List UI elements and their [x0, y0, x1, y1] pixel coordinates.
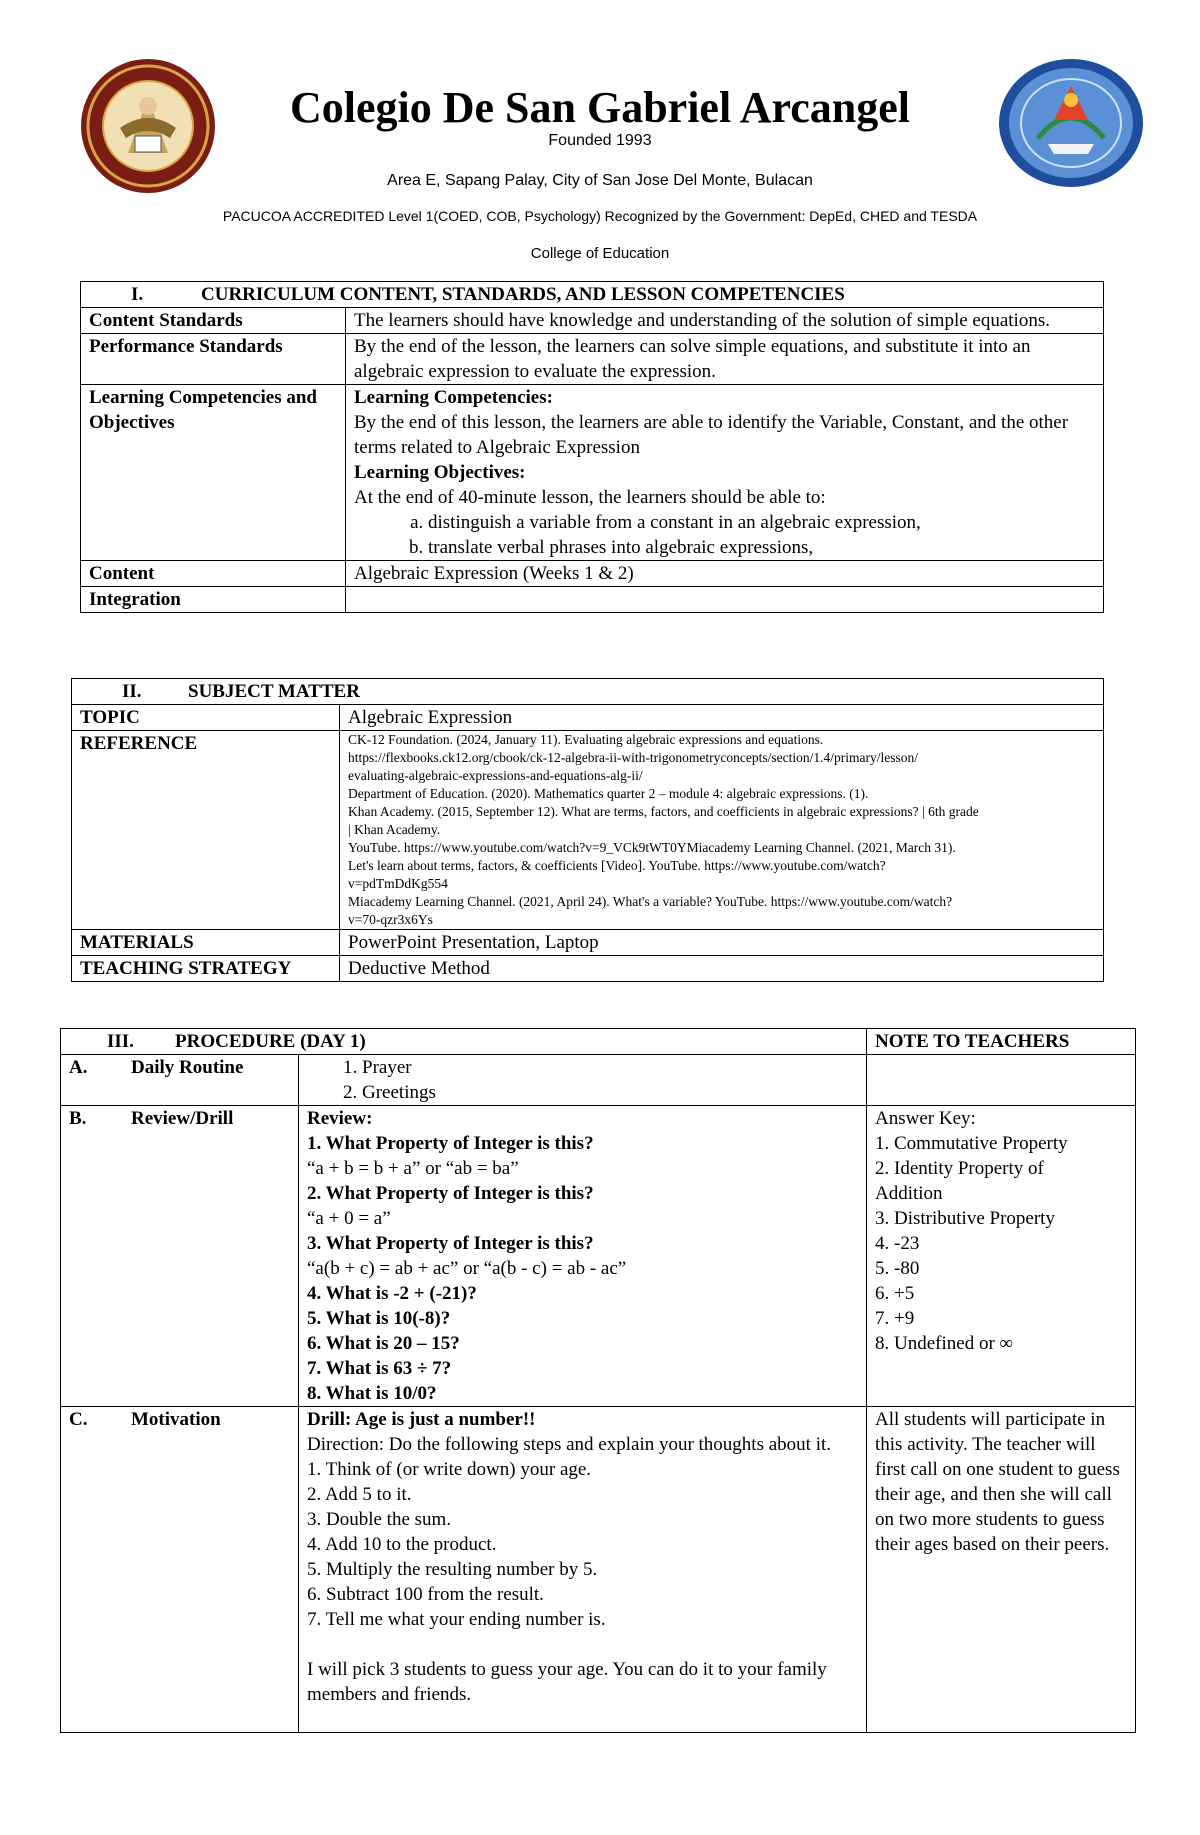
- row-value: [299, 1407, 867, 1733]
- objectives-heading: Learning Objectives:: [354, 462, 526, 483]
- review-expression: “a(b + c) = ab + ac” or “a(b - c) = ab - ac”: [307, 1258, 627, 1279]
- list-item: b. translate verbal phrases into algebraic expressions,: [428, 535, 1095, 560]
- row-value: [346, 587, 1104, 613]
- answer-line: 1. Commutative Property: [875, 1133, 1068, 1154]
- reference-list: [340, 731, 1104, 930]
- spacer: [307, 1632, 858, 1657]
- row-value: [346, 385, 1104, 561]
- review-expression: “a + b = b + a” or “ab = ba”: [307, 1158, 519, 1179]
- review-question: 3. What Property of Integer is this?: [307, 1233, 594, 1254]
- content-standards-row: [81, 308, 1104, 334]
- reference-row: [72, 731, 1104, 930]
- subject-matter-table: [71, 678, 1104, 982]
- reference-line: https://flexbooks.ck12.org/cbook/ck-12-algebra-ii-with-trigonometryconcepts/section/1.4/primary/lesson/: [348, 750, 918, 765]
- section-number: I.: [131, 284, 144, 305]
- procedure-table: [60, 1028, 1136, 1733]
- review-question: 8. What is 10/0?: [307, 1383, 437, 1404]
- answer-line: 4. -23: [875, 1233, 920, 1254]
- review-question: 1. What Property of Integer is this?: [307, 1133, 594, 1154]
- drill-step: 2. Add 5 to it.: [307, 1484, 412, 1505]
- reference-line: v=pdTmDdKg554: [348, 876, 448, 891]
- reference-line: Department of Education. (2020). Mathematics quarter 2 – module 4: algebraic expressions. (1).: [348, 786, 869, 801]
- note-column-header: NOTE TO TEACHERS: [867, 1029, 1136, 1055]
- drill-step: 3. Double the sum.: [307, 1509, 452, 1530]
- objectives-list: [354, 510, 1095, 560]
- row-value: By the end of the lesson, the learners can solve simple equations, and substitute it into an algebraic expression to evaluate the expression.: [346, 334, 1104, 385]
- section-title: PROCEDURE (DAY 1): [175, 1031, 366, 1052]
- answer-line: Addition: [875, 1183, 943, 1204]
- row-label: [61, 1407, 299, 1733]
- row-label: TOPIC: [72, 705, 340, 731]
- reference-line: v=70-qzr3x6Ys: [348, 912, 433, 927]
- reference-line: evaluating-algebraic-expressions-and-equations-alg-ii/: [348, 768, 643, 783]
- drill-step: 6. Subtract 100 from the result.: [307, 1584, 544, 1605]
- drill-direction: Direction: Do the following steps and explain your thoughts about it.: [307, 1434, 832, 1455]
- row-value: [299, 1055, 867, 1106]
- answer-line: 8. Undefined or ∞: [875, 1333, 1014, 1354]
- teaching-strategy-row: [72, 956, 1104, 982]
- materials-row: [72, 930, 1104, 956]
- review-drill-row: [61, 1106, 1136, 1407]
- accreditation-text: PACUCOA ACCREDITED Level 1(COED, COB, Psychology) Recognized by the Government: DepEd, CHED and TESDA: [222, 208, 978, 224]
- section-title: SUBJECT MATTER: [188, 681, 360, 702]
- curriculum-table: [80, 281, 1104, 613]
- review-heading: Review:: [307, 1108, 373, 1129]
- row-label: Performance Standards: [81, 334, 346, 385]
- row-value: Algebraic Expression (Weeks 1 & 2): [346, 561, 1104, 587]
- list-item: a. distinguish a variable from a constant in an algebraic expression,: [428, 510, 1095, 535]
- reference-line: YouTube. https://www.youtube.com/watch?v=9_VCk9tWT0YMiacademy Learning Channel. (2021, March 31).: [348, 840, 956, 855]
- competencies-row: [81, 385, 1104, 561]
- founded-text: Founded 1993: [548, 132, 652, 149]
- reference-line: Miacademy Learning Channel. (2021, April 24). What's a variable? YouTube. https://www.youtube.com/watch?: [348, 894, 953, 909]
- row-label: Content Standards: [81, 308, 346, 334]
- reference-line: | Khan Academy.: [348, 822, 441, 837]
- list-item: 1. Prayer: [362, 1055, 858, 1080]
- row-value: Algebraic Expression: [340, 705, 1104, 731]
- row-value: The learners should have knowledge and understanding of the solution of simple equations.: [346, 308, 1104, 334]
- drill-step: 4. Add 10 to the product.: [307, 1534, 497, 1555]
- review-expression: “a + 0 = a”: [307, 1208, 391, 1229]
- document-header: [0, 0, 1200, 270]
- review-question: 5. What is 10(-8)?: [307, 1308, 451, 1329]
- answer-line: 3. Distributive Property: [875, 1208, 1055, 1229]
- subject-matter-header-row: [72, 679, 1104, 705]
- row-label: MATERIALS: [72, 930, 340, 956]
- objectives-intro: At the end of 40-minute lesson, the learners should be able to:: [354, 487, 826, 508]
- answer-line: 7. +9: [875, 1308, 915, 1329]
- row-label: Integration: [81, 587, 346, 613]
- answer-line: 2. Identity Property of: [875, 1158, 1044, 1179]
- routine-list: [307, 1055, 858, 1105]
- row-letter: A.: [69, 1057, 88, 1078]
- review-question: 7. What is 63 ÷ 7?: [307, 1358, 452, 1379]
- row-note: All students will participate in this activity. The teacher will first call on one student to guess their age, and then she will call on two more students to guess their ages based on their peers.: [867, 1407, 1136, 1733]
- row-value: [299, 1106, 867, 1407]
- drill-step: 1. Think of (or write down) your age.: [307, 1459, 592, 1480]
- row-title: Daily Routine: [131, 1057, 244, 1078]
- row-label: Learning Competencies and Objectives: [81, 385, 346, 561]
- answer-line: 6. +5: [875, 1283, 915, 1304]
- section-number: III.: [107, 1031, 134, 1052]
- reference-line: Let's learn about terms, factors, & coefficients [Video]. YouTube. https://www.youtube.com/watch?: [348, 858, 886, 873]
- row-letter: B.: [69, 1108, 87, 1129]
- review-question: 4. What is -2 + (-21)?: [307, 1283, 477, 1304]
- competencies-text: By the end of this lesson, the learners are able to identify the Variable, Constant, and the other terms related to Algebraic Expression: [354, 412, 1069, 458]
- address-text: Area E, Sapang Palay, City of San Jose Del Monte, Bulacan: [387, 172, 813, 189]
- answer-key-heading: Answer Key:: [875, 1108, 976, 1129]
- drill-closing: I will pick 3 students to guess your age. You can do it to your family members and friends.: [307, 1659, 827, 1705]
- row-label: TEACHING STRATEGY: [72, 956, 340, 982]
- procedure-header-row: [61, 1029, 1136, 1055]
- answer-key: [867, 1106, 1136, 1407]
- competencies-heading: Learning Competencies:: [354, 387, 553, 408]
- college-name: College of Education: [530, 245, 670, 262]
- school-name: Colegio De San Gabriel Arcangel: [289, 83, 911, 132]
- row-value: Deductive Method: [340, 956, 1104, 982]
- integration-row: [81, 587, 1104, 613]
- row-note: [867, 1055, 1136, 1106]
- row-title: Review/Drill: [131, 1108, 234, 1129]
- answer-line: 5. -80: [875, 1258, 920, 1279]
- row-value: PowerPoint Presentation, Laptop: [340, 930, 1104, 956]
- topic-row: [72, 705, 1104, 731]
- row-label: [61, 1106, 299, 1407]
- review-question: 2. What Property of Integer is this?: [307, 1183, 594, 1204]
- section-title: CURRICULUM CONTENT, STANDARDS, AND LESSON COMPETENCIES: [201, 284, 845, 305]
- section-number: II.: [122, 681, 142, 702]
- review-question: 6. What is 20 – 15?: [307, 1333, 460, 1354]
- row-label: [61, 1055, 299, 1106]
- row-label: REFERENCE: [72, 731, 340, 930]
- reference-line: Khan Academy. (2015, September 12). What are terms, factors, and coefficients in algebraic expressions? | 6th grade: [348, 804, 979, 819]
- motivation-row: [61, 1407, 1136, 1733]
- row-letter: C.: [69, 1409, 88, 1430]
- performance-standards-row: [81, 334, 1104, 385]
- reference-line: CK-12 Foundation. (2024, January 11). Evaluating algebraic expressions and equations.: [348, 732, 824, 747]
- curriculum-header-row: [81, 282, 1104, 308]
- drill-heading: Drill: Age is just a number!!: [307, 1409, 536, 1430]
- row-title: Motivation: [131, 1409, 221, 1430]
- drill-step: 7. Tell me what your ending number is.: [307, 1609, 606, 1630]
- row-label: Content: [81, 561, 346, 587]
- daily-routine-row: [61, 1055, 1136, 1106]
- list-item: 2. Greetings: [362, 1080, 858, 1105]
- content-row: [81, 561, 1104, 587]
- drill-step: 5. Multiply the resulting number by 5.: [307, 1559, 598, 1580]
